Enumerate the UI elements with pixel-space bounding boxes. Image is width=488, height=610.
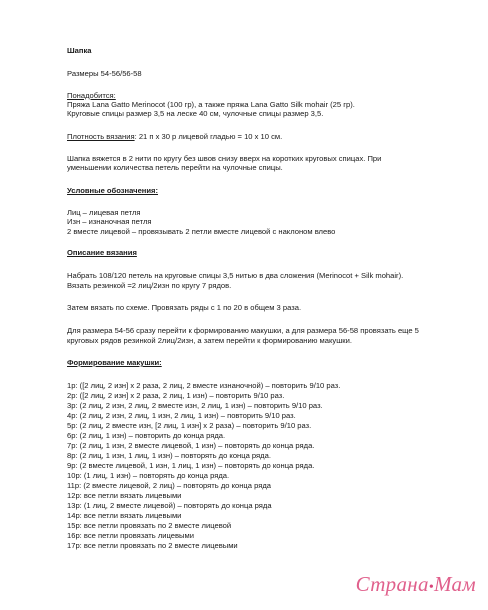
crown-row: 14р: все петли вязать лицевыми: [67, 511, 182, 520]
gauge-line: [67, 132, 282, 141]
gauge-text: : 21 п х 30 р лицевой гладью = 10 х 10 см.: [134, 132, 283, 141]
legend-line: 2 вместе лицевой – провязывать 2 петли вместе лицевой с наклоном влево: [67, 227, 336, 236]
crown-row: 12р: все петли вязать лицевыми: [67, 491, 182, 500]
sizes-line: Размеры 54-56/56-58: [67, 69, 142, 78]
crown-row: 16р: все петли провязать лицевыми: [67, 531, 194, 540]
description-line: Затем вязать по схеме. Провязать ряды с 1 по 20 в общем 3 раза.: [67, 303, 302, 312]
site-watermark: [356, 572, 476, 600]
legend-heading: Условные обозначения:: [67, 186, 159, 195]
crown-row: 13р: (1 лиц, 2 вместе лицевой) – повторять до конца ряда: [67, 501, 272, 510]
crown-row: 1р: ([2 лиц, 2 изн] х 2 раза, 2 лиц, 2 вместе изнаночной) – повторить 9/10 раз.: [67, 381, 341, 390]
description-line: Вязать резинкой =2 лиц/2изн по кругу 7 рядов.: [67, 281, 232, 290]
description-heading: Описание вязания: [67, 248, 137, 257]
description-line: Набрать 108/120 петель на круговые спицы 3,5 нитью в два сложения (Merinocot + Silk mohair).: [67, 271, 404, 280]
crown-row: 3р: (2 лиц, 2 изн, 2 лиц, 2 вместе изн, 2 лиц, 1 изн) – повторить 9/10 раз.: [67, 401, 323, 410]
crown-row: 6р: (2 лиц, 1 изн) – повторить до конца ряда.: [67, 431, 226, 440]
crown-row: 7р: (2 лиц, 1 изн, 2 вместе лицевой, 1 изн) – повторять до конца ряда.: [67, 441, 315, 450]
crown-row: 2р: ([2 лиц, 2 изн] х 2 раза, 2 лиц, 1 изн) – повторить 9/10 раз.: [67, 391, 285, 400]
crown-heading: Формирование макушки:: [67, 358, 162, 367]
crown-row: 5р: (2 лиц, 2 вместе изн, [2 лиц, 1 изн] х 2 раза) – повторить 9/10 раз.: [67, 421, 312, 430]
crown-row: 9р: (2 вместе лицевой, 1 изн, 1 лиц, 1 изн) – повторять до конца ряда.: [67, 461, 315, 470]
intro-line: Шапка вяжется в 2 нити по кругу без швов снизу вверх на коротких круговых спицах. При: [67, 154, 382, 163]
legend-line: Лиц – лицевая петля: [67, 208, 141, 217]
watermark-word: Страна: [355, 572, 429, 596]
crown-row: 15р: все петли провязать по 2 вместе лицевой: [67, 521, 232, 530]
watermark-word: Мам: [434, 572, 476, 596]
document-title: Шапка: [67, 46, 92, 55]
crown-row: 8р: (2 лиц, 1 изн, 1 лиц, 1 изн) – повторять до конца ряда.: [67, 451, 271, 460]
materials-line: Пряжа Lana Gatto Merinocot (100 гр), а также пряжа Lana Gatto Silk mohair (25 гр).: [67, 100, 355, 109]
crown-row: 11р: (2 вместе лицевой, 2 лиц) – повторять до конца ряда: [67, 481, 272, 490]
crown-row: 4р: (2 лиц, 2 изн, 2 лиц, 1 изн, 2 лиц, 1 изн) – повторить 9/10 раз.: [67, 411, 296, 420]
crown-row: 10р: (1 лиц, 1 изн) – повторять до конца ряда.: [67, 471, 230, 480]
description-line: круговых рядов резинкой 2лиц/2изн, а затем перейти к формированию макушки.: [67, 336, 352, 345]
gauge-label: Плотность вязания: [67, 132, 135, 141]
intro-line: уменьшении количества петель перейти на чулочные спицы.: [67, 163, 283, 172]
description-line: Для размера 54-56 сразу перейти к формированию макушки, а для размера 56-58 провязать еще 5: [67, 326, 419, 335]
materials-line: Круговые спицы размер 3,5 на леске 40 см, чулочные спицы размер 3,5.: [67, 109, 324, 118]
crown-row: 17р: все петли провязать по 2 вместе лицевыми: [67, 541, 238, 550]
materials-heading: Понадобится:: [67, 91, 116, 100]
watermark-dot-icon: •: [428, 580, 434, 595]
legend-line: Изн – изнаночная петля: [67, 217, 152, 226]
